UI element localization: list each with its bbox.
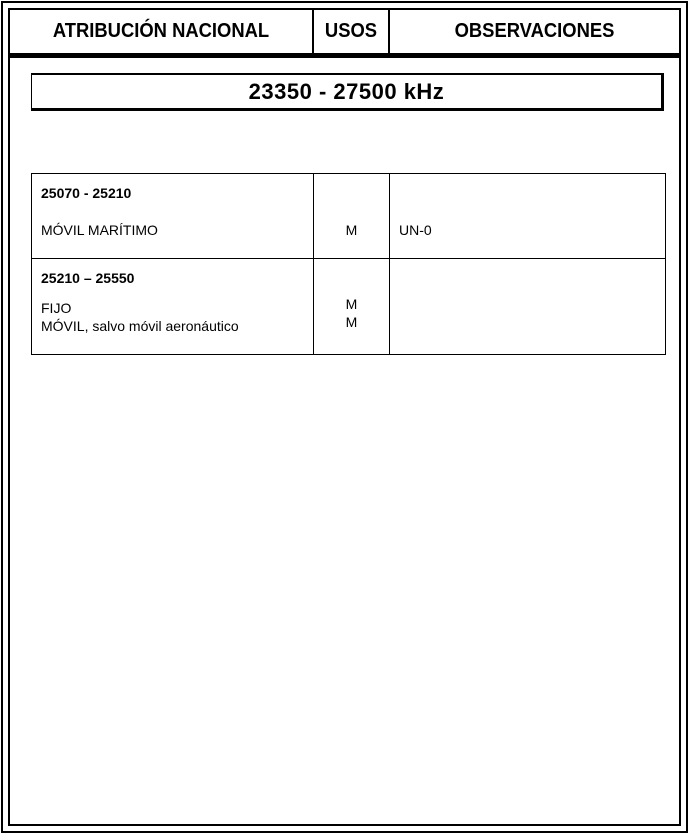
observaciones-value: UN-0 [399, 222, 432, 238]
band-label: 25070 - 25210 [41, 185, 132, 201]
table-row [32, 259, 666, 355]
atribucion-cell [32, 174, 314, 259]
band-label: 25210 – 25550 [41, 270, 135, 286]
header-atribucion-label: ATRIBUCIÓN NACIONAL [52, 20, 270, 42]
header-observaciones-label: OBSERVACIONES [454, 20, 615, 42]
header-usos-label: USOS [324, 20, 378, 42]
service-label: MÓVIL MARÍTIMO [41, 222, 158, 238]
allocation-table [31, 173, 666, 355]
usos-value: M [345, 222, 358, 238]
header-divider [312, 10, 314, 53]
service-label: MÓVIL, salvo móvil aeronáutico [41, 318, 239, 334]
table-row [32, 174, 666, 259]
usos-value: M [345, 296, 358, 312]
observaciones-cell [390, 259, 666, 355]
table-header [10, 10, 679, 58]
header-usos [317, 10, 385, 53]
frequency-range-box [31, 73, 664, 111]
frequency-range-title: 23350 - 27500 kHz [248, 78, 445, 104]
usos-cell [314, 174, 390, 259]
usos-value: M [345, 314, 358, 330]
header-divider [388, 10, 390, 53]
observaciones-cell [390, 174, 666, 259]
usos-cell [314, 259, 390, 355]
header-observaciones [402, 10, 668, 53]
service-label: FIJO [41, 300, 72, 316]
page-frame [8, 8, 681, 826]
header-atribucion-nacional [22, 10, 300, 53]
atribucion-cell [32, 259, 314, 355]
